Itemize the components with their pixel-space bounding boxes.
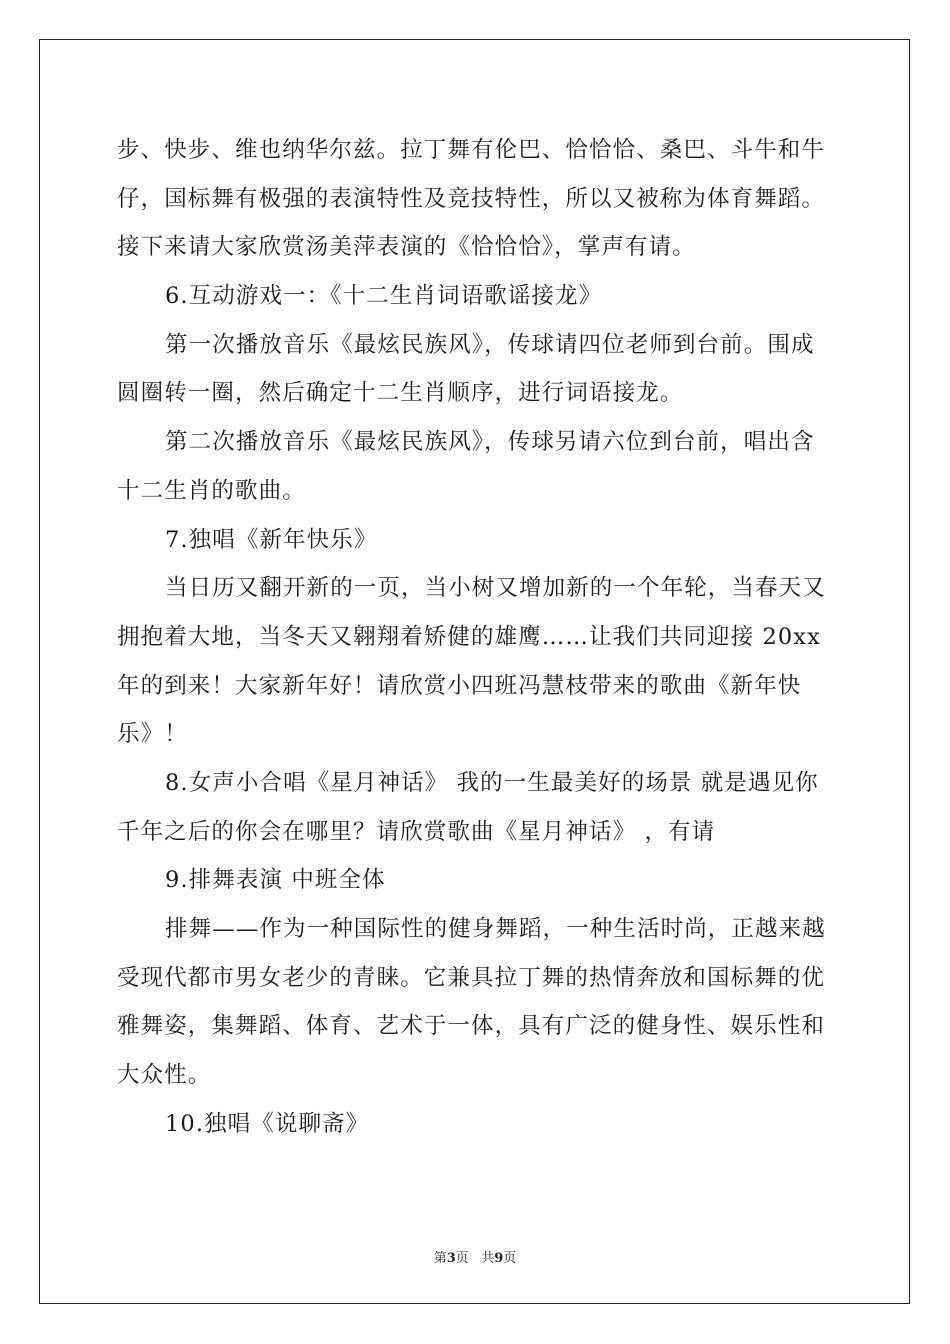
- text-line-content: 雅舞姿，集舞蹈、体育、艺术于一体，具有广泛的健身性、娱乐性和: [117, 1013, 826, 1040]
- text-line: [117, 418, 835, 467]
- section-heading: [117, 272, 835, 321]
- total-page-count: 9: [494, 1251, 504, 1266]
- footer-total-suffix: 页: [503, 1251, 517, 1266]
- text-line: [117, 126, 835, 175]
- text-line-content: 乐》！: [117, 721, 188, 748]
- text-line-content: 受现代都市男女老少的青睐。它兼具拉丁舞的热情奔放和国标舞的优: [117, 964, 826, 991]
- text-line-content: 步、快步、维也纳华尔兹。拉丁舞有伦巴、恰恰恰、桑巴、斗牛和牛: [117, 137, 826, 163]
- text-line: [117, 710, 835, 759]
- current-page-number: 3: [446, 1251, 456, 1266]
- text-line: [117, 369, 835, 418]
- document-body: [117, 126, 835, 1148]
- section-heading: [117, 516, 835, 565]
- text-line: [117, 808, 835, 857]
- section-heading: [117, 1100, 835, 1149]
- text-line: [117, 662, 835, 711]
- text-line: [117, 613, 835, 662]
- text-line-content: 拥抱着大地，当冬天又翱翔着矫健的雄鹰……让我们共同迎接 20xx: [117, 623, 821, 650]
- page-footer: [0, 1247, 950, 1266]
- text-line: [117, 564, 835, 613]
- text-line-content: 9.排舞表演 中班全体: [165, 867, 386, 894]
- text-line-content: 千年之后的你会在哪里？请欣赏歌曲《星月神话》 ，有请: [117, 818, 716, 845]
- text-line-content: 圆圈转一圈，然后确定十二生肖顺序，进行词语接龙。: [117, 380, 684, 407]
- text-line-content: 第二次播放音乐《最炫民族风》，传球另请六位到台前，唱出含: [165, 429, 815, 456]
- text-line: [117, 175, 835, 224]
- text-line-content: 年的到来！大家新年好！请欣赏小四班冯慧枝带来的歌曲《新年快: [117, 672, 802, 699]
- text-line-content: 第一次播放音乐《最炫民族风》，传球请四位老师到台前。围成: [165, 331, 815, 358]
- footer-page-suffix: 页: [455, 1251, 469, 1266]
- text-line-content: 大众性。: [117, 1062, 212, 1089]
- text-line: [117, 1051, 835, 1100]
- text-line-content: 当日历又翻开新的一页，当小树又增加新的一个年轮，当春天又: [165, 575, 826, 602]
- text-line: [117, 1002, 835, 1051]
- footer-prefix: 第: [433, 1251, 447, 1266]
- text-line-content: 十二生肖的歌曲。: [117, 477, 306, 504]
- text-line: [117, 467, 835, 516]
- text-line-content: 排舞——作为一种国际性的健身舞蹈，一种生活时尚，正越来越: [165, 916, 826, 942]
- text-line-content: 仔，国标舞有极强的表演特性及竞技特性，所以又被称为体育舞蹈。: [117, 185, 826, 212]
- section-heading: [117, 856, 835, 905]
- text-line-content: 8.女声小合唱《星月神话》 我的一生最美好的场景 就是遇见你: [165, 769, 819, 796]
- footer-total-prefix: 共: [481, 1251, 495, 1266]
- text-line-content: 6.互动游戏一：《十二生肖词语歌谣接龙》: [165, 283, 603, 310]
- text-line: [117, 223, 835, 272]
- section-heading: [117, 759, 835, 808]
- text-line: [117, 905, 835, 954]
- text-line: [117, 954, 835, 1003]
- text-line-content: 接下来请大家欣赏汤美萍表演的《恰恰恰》，掌声有请。: [117, 234, 696, 261]
- text-line: [117, 321, 835, 370]
- text-line-content: 7.独唱《新年快乐》: [165, 526, 378, 553]
- text-line-content: 10.独唱《说聊斋》: [165, 1110, 370, 1137]
